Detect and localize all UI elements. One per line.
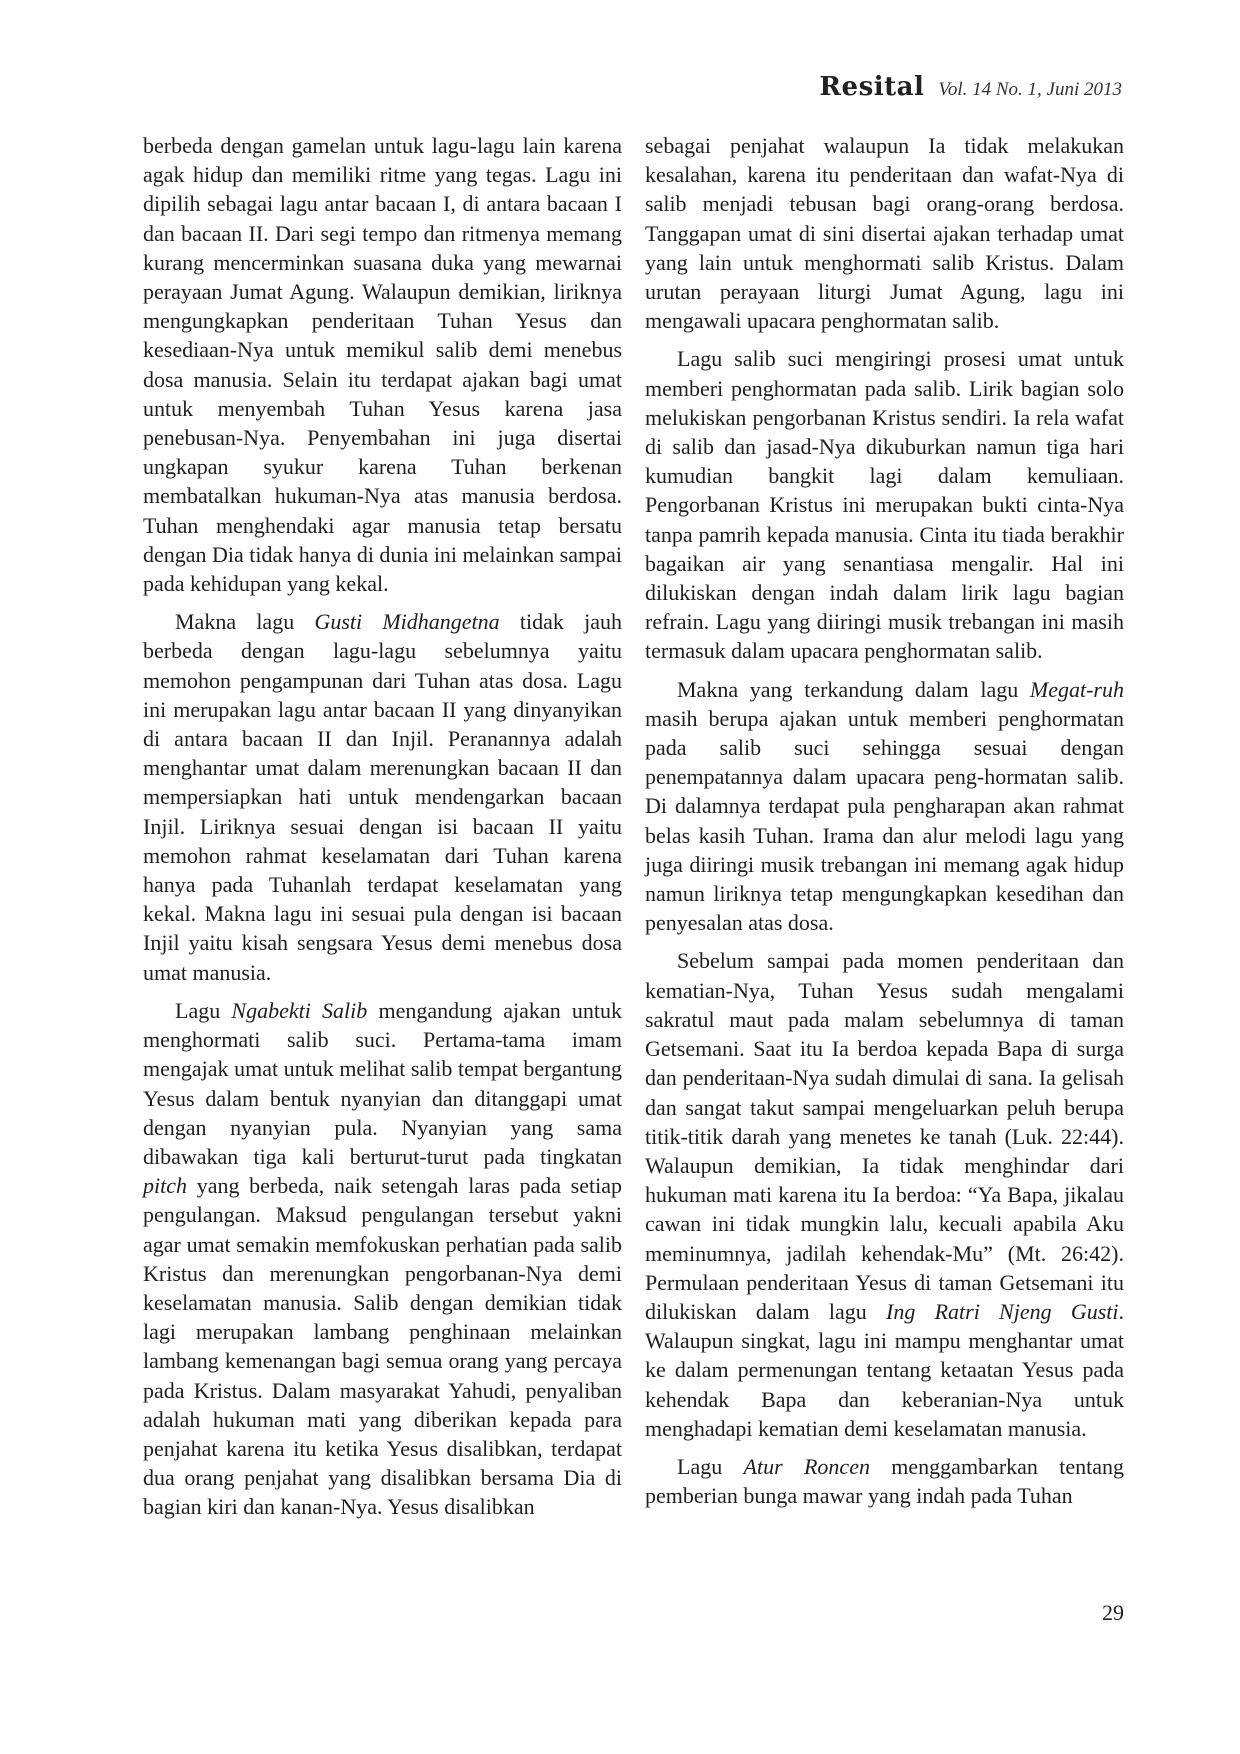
journal-name: Resital bbox=[819, 72, 925, 102]
paragraph bbox=[143, 607, 622, 987]
paragraph-text: tidak jauh berbeda dengan lagu-lagu sebelumnya yaitu memohon pengampunan dari Tuhan atas dosa. Lagu ini merupakan lagu antar bacaan II yang dinyanyikan di antara bacaan II dan Injil. Peranannya adalah menghantar umat dalam merenungkan bacaan II dan mempersiapkan hati untuk mendengarkan bacaan Injil. Liriknya sesuai dengan isi bacaan II yaitu memohon rahmat keselamatan dari Tuhan karena hanya pada Tuhanlah terdapat keselamatan yang kekal. Makna lagu ini sesuai pula dengan isi bacaan Injil yaitu kisah sengsara Yesus demi menebus dosa umat manusia. bbox=[143, 609, 623, 985]
paragraph-text: Makna lagu bbox=[175, 609, 315, 635]
paragraph-text: yang berbeda, naik setengah laras pada setiap pengulangan. Maksud pengulangan tersebut yakni agar umat semakin memfokuskan perhatian pada salib Kristus dan merenungkan pengorbanan-Nya demi keselamatan manusia. Salib dengan demikian tidak lagi merupakan lambang penghinaan melainkan lambang kemenangan bagi semua orang yang percaya pada Kristus. Dalam masyarakat Yahudi, penyaliban adalah hukuman mati yang diberikan kepada para penjahat karena itu ketika Yesus disalibkan, terdapat dua orang penjahat yang disalibkan bersama Dia di bagian kiri dan kanan-Nya. Yesus disalibkan bbox=[143, 1173, 622, 1520]
song-title: Ing Ratri Njeng Gusti bbox=[886, 1298, 1119, 1324]
issue-info: Vol. 14 No. 1, Juni 2013 bbox=[938, 79, 1122, 100]
left-column bbox=[143, 131, 622, 1531]
paragraph-text: Lagu salib suci mengiringi prosesi umat untuk memberi penghormatan pada salib. Lirik bagian solo melukiskan pengorbanan Kristus sendiri. Ia rela wafat di salib dan jasad-Nya dikuburkan namun tiga hari kumudian bangkit lagi dalam kemuliaan. Pengorbanan Kristus ini merupakan bukti cinta-Nya tanpa pamrih kepada manusia. Cinta itu tiada berakhir bagaikan air yang senantiasa mengalir. Hal ini dilukiskan dengan indah dalam lirik lagu bagian refrain. Lagu yang diiringi musik trebangan ini masih termasuk dalam upacara penghormatan salib. bbox=[645, 346, 1124, 664]
paragraph bbox=[645, 1452, 1124, 1510]
paragraph bbox=[143, 131, 622, 598]
paragraph-text: masih berupa ajakan untuk memberi penghormatan pada salib suci sehingga sesuai dengan penempatannya dalam upacara peng-hormatan salib. Di dalamnya terdapat pula pengharapan akan rahmat belas kasih Tuhan. Irama dan alur melodi lagu yang juga diiringi musik trebangan ini memang agak hidup namun liriknya tetap mengungkapkan kesedihan dan penyesalan atas dosa. bbox=[645, 705, 1124, 936]
paragraph-text: Lagu bbox=[677, 1453, 744, 1479]
paragraph-text: berbeda dengan gamelan untuk lagu-lagu lain karena agak hidup dan memiliki ritme yang tegas. Lagu ini dipilih sebagai lagu antar bacaan I, di antara bacaan I dan bacaan II. Dari segi tempo dan ritmenya memang kurang mencerminkan suasana duka yang mewarnai perayaan Jumat Agung. Walaupun demikian, liriknya mengungkapkan penderitaan Tuhan Yesus dan kesediaan-Nya untuk memikul salib demi menebus dosa manusia. Selain itu terdapat ajakan bagi umat untuk menyembah Tuhan Yesus karena jasa penebusan-Nya. Penyembahan ini juga disertai ungkapan syukur karena Tuhan berkenan membatalkan hukuman-Nya atas manusia berdosa. Tuhan menghendaki agar manusia tetap bersatu dengan Dia tidak hanya di dunia ini melainkan sampai pada kehidupan yang kekal. bbox=[143, 133, 622, 597]
paragraph bbox=[645, 131, 1124, 335]
paragraph bbox=[143, 996, 622, 1522]
paragraph-text: Makna yang terkandung dalam lagu bbox=[677, 676, 1030, 702]
paragraph-text: menggambarkan tentang pemberian bunga mawar yang indah pada Tuhan bbox=[645, 1453, 1124, 1509]
song-title: Megat-ruh bbox=[1029, 676, 1124, 702]
right-column bbox=[645, 131, 1124, 1519]
paragraph-text: sebagai penjahat walaupun Ia tidak melakukan kesalahan, karena itu penderitaan dan wafat-Nya di salib menjadi tebusan bagi orang-orang berdosa. Tanggapan umat di sini disertai ajakan terhadap umat yang lain untuk menghormati salib Kristus. Dalam urutan perayaan liturgi Jumat Agung, lagu ini mengawali upacara penghormatan salib. bbox=[645, 133, 1124, 334]
paragraph bbox=[645, 344, 1124, 665]
song-title: Ngabekti Salib bbox=[231, 997, 368, 1023]
song-title: Gusti Midhangetna bbox=[314, 609, 500, 635]
paragraph-text: Sebelum sampai pada momen penderitaan dan kematian-Nya, Tuhan Yesus sudah mengalami sakratul maut pada malam sebelumnya di taman Getsemani. Saat itu Ia berdoa kepada Bapa di surga dan penderitaan-Nya sudah dimulai di sana. Ia gelisah dan sangat takut sampai mengeluarkan peluh berupa titik-titik darah yang menetes ke tanah (Luk. 22:44). Walaupun demikian, Ia tidak menghindar dari hukuman mati karena itu Ia berdoa: “Ya Bapa, jikalau cawan ini tidak mungkin lalu, kecuali apabila Aku meminumnya, jadilah kehendak-Mu” (Mt. 26:42). Permulaan penderitaan Yesus di taman Getsemani itu dilukiskan dalam lagu bbox=[645, 948, 1124, 1324]
page-number: 29 bbox=[1102, 1600, 1124, 1625]
running-header bbox=[819, 72, 1122, 112]
paragraph bbox=[645, 675, 1124, 938]
song-title: Atur Roncen bbox=[743, 1453, 870, 1479]
paragraph-text: Lagu bbox=[175, 997, 232, 1023]
paragraph-text: . Walaupun singkat, lagu ini mampu menghantar umat ke dalam permenungan tentang ketaatan Yesus pada kehendak Bapa dan keberanian-Nya untuk menghadapi kematian demi keselamatan manusia. bbox=[645, 1298, 1125, 1441]
paragraph bbox=[645, 946, 1124, 1442]
term-italic: pitch bbox=[143, 1173, 187, 1199]
paragraph-text: mengandung ajakan untuk menghormati salib suci. Pertama-tama imam mengajak umat untuk melihat salib tempat bergantung Yesus dalam bentuk nyanyian dan ditanggapi umat dengan nyanyian pula. Nyanyian yang sama dibawakan tiga kali berturut-turut pada tingkatan bbox=[143, 997, 623, 1169]
